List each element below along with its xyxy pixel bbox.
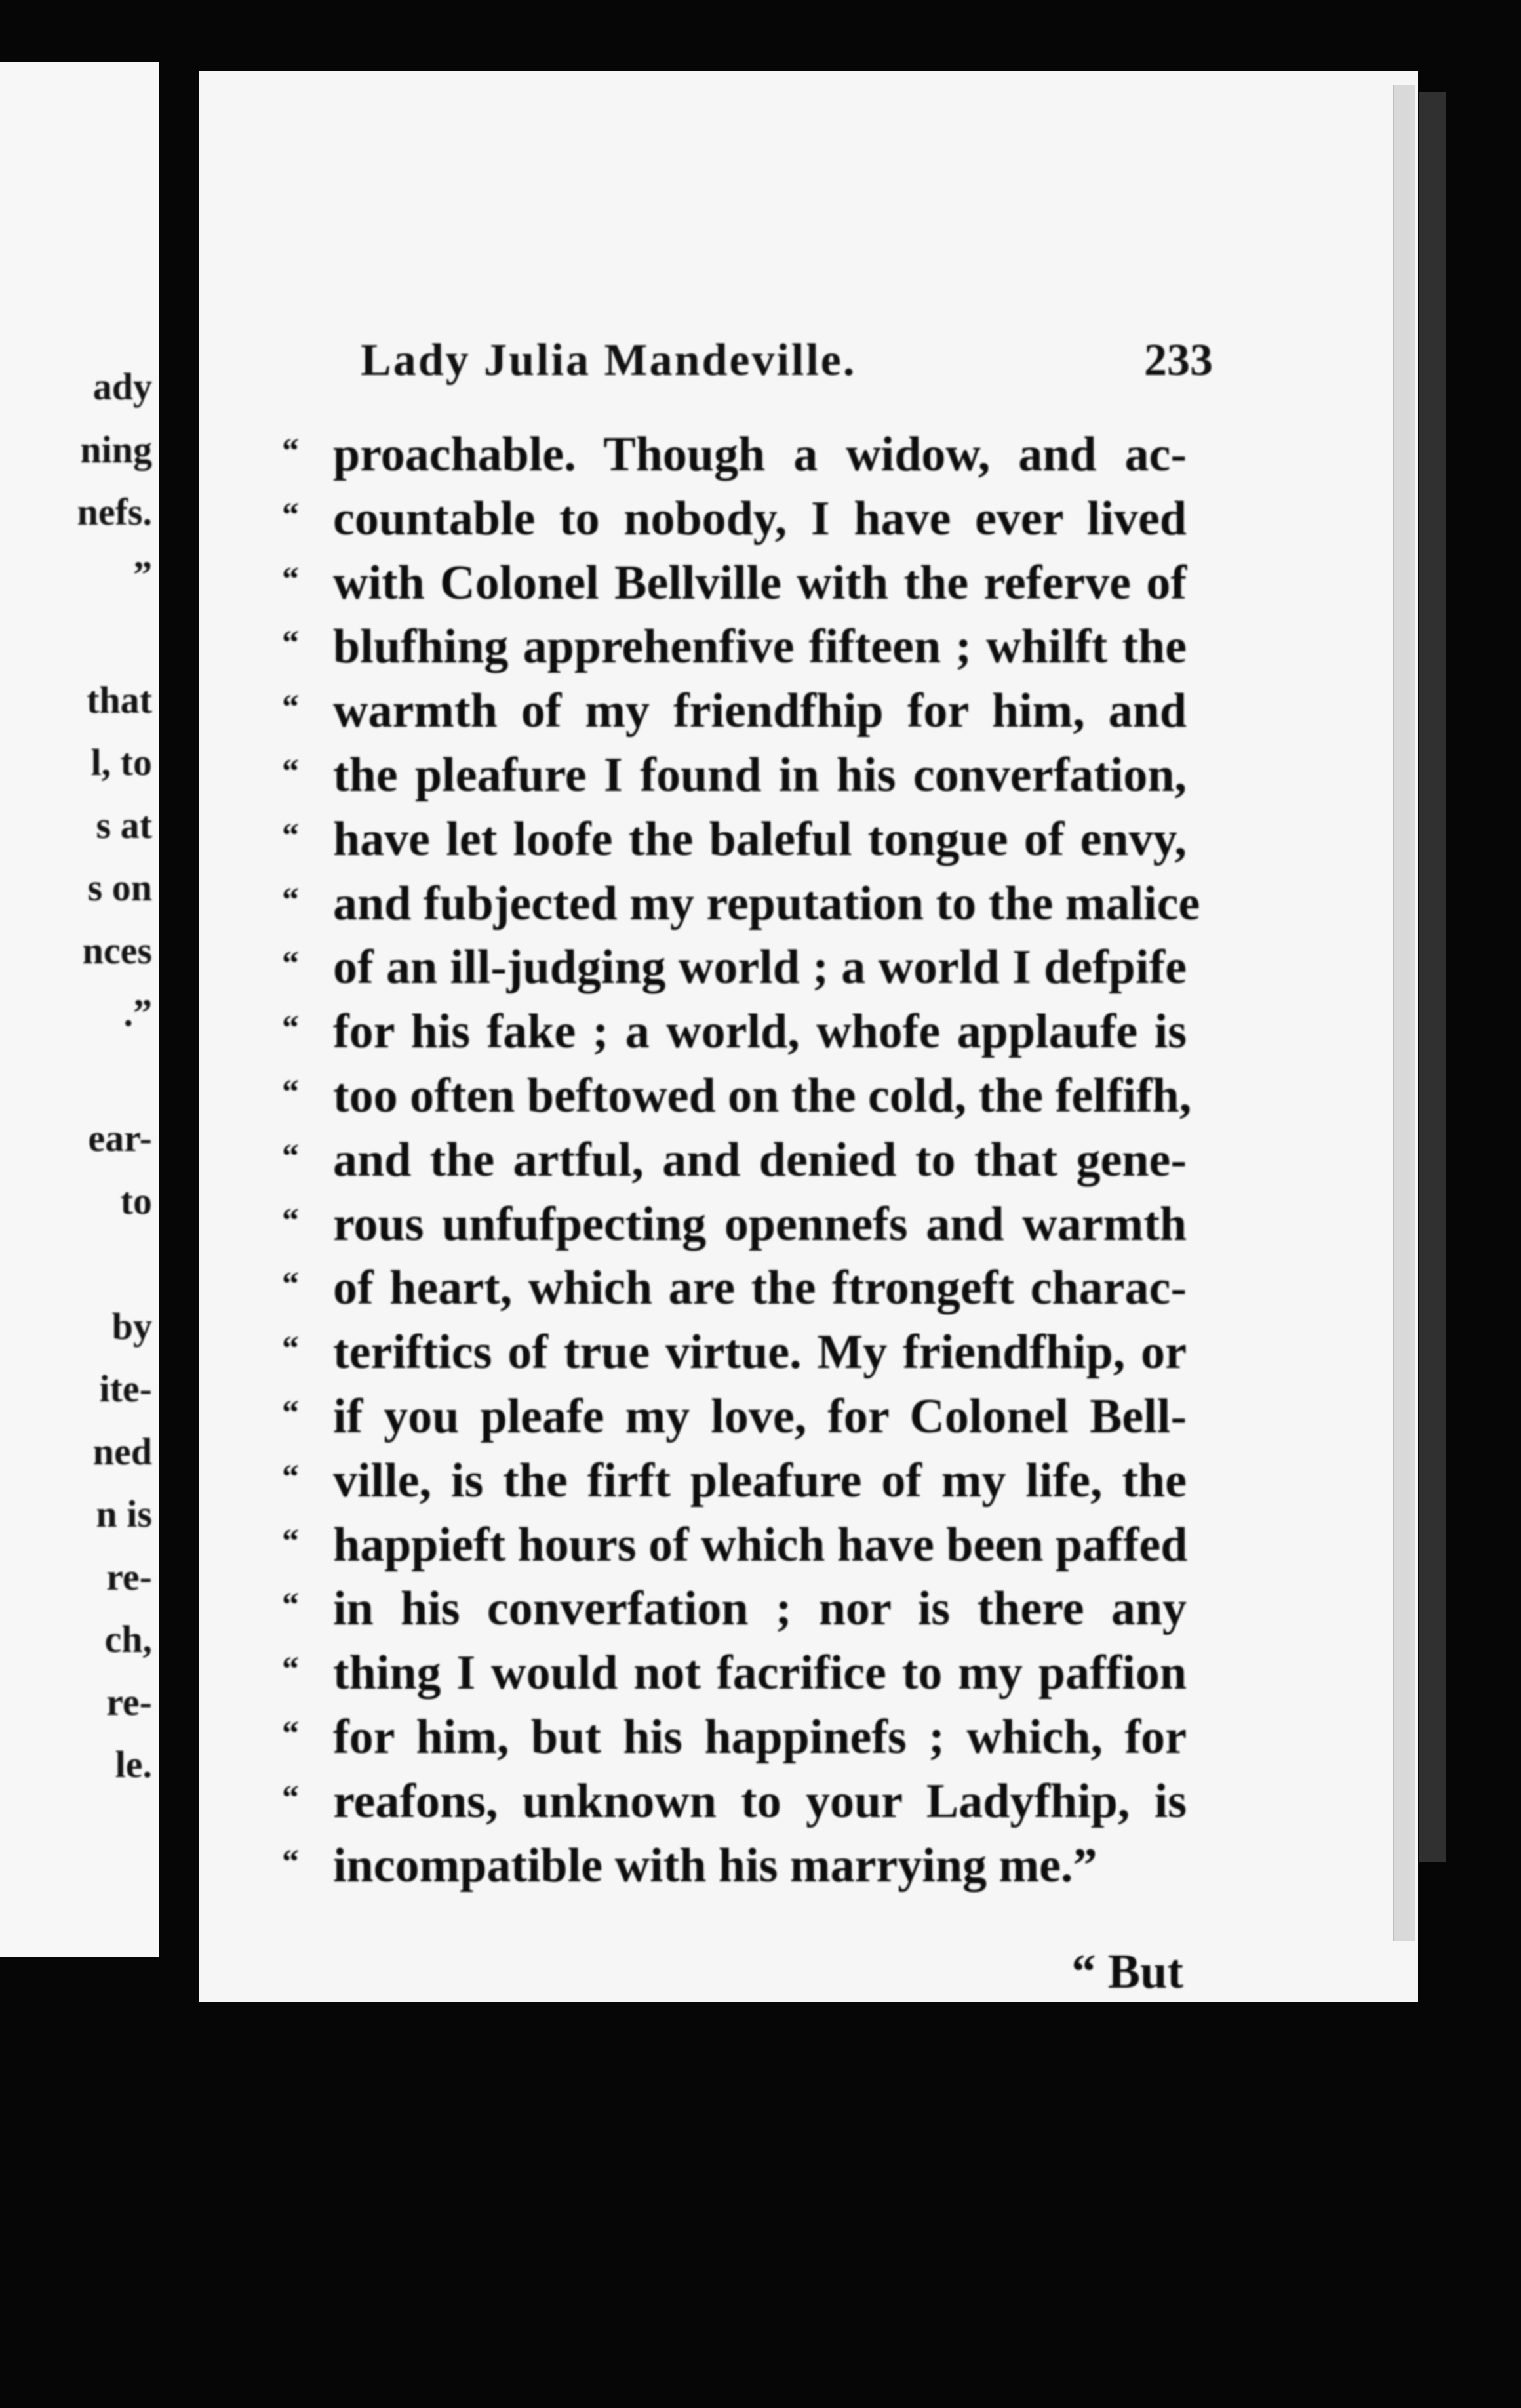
quote-mark: “ bbox=[282, 1073, 299, 1111]
quote-mark: “ bbox=[282, 1458, 299, 1496]
body-text bbox=[282, 423, 1200, 1898]
line-text: reafons, unknown to your Ladyfhip, is bbox=[333, 1774, 1187, 1828]
text-line bbox=[282, 1193, 1187, 1257]
text-line bbox=[282, 487, 1187, 552]
quote-mark: “ bbox=[282, 560, 299, 598]
text-line bbox=[282, 1321, 1187, 1385]
left-page-fragment: by bbox=[111, 1304, 152, 1348]
line-text: of an ill-judging world ; a world I defpife bbox=[333, 940, 1187, 995]
left-page-fragment: le. bbox=[115, 1743, 152, 1786]
quote-mark: “ bbox=[282, 1714, 299, 1752]
line-text: rous unfufpecting opennefs and warmth bbox=[333, 1197, 1187, 1251]
line-text: for him, but his happinefs ; which, for bbox=[333, 1710, 1187, 1764]
left-page-fragment: ned bbox=[92, 1430, 152, 1473]
quote-mark: “ bbox=[282, 816, 299, 854]
left-page-fragment: ite- bbox=[99, 1367, 152, 1410]
left-page-fragment: ady bbox=[92, 365, 152, 408]
quote-mark: “ bbox=[282, 496, 299, 534]
left-page-fragment: ear- bbox=[88, 1117, 152, 1159]
left-page-fragment: re- bbox=[106, 1555, 152, 1598]
text-line bbox=[282, 1064, 1192, 1129]
quote-mark: “ bbox=[282, 624, 299, 662]
line-text: and the artful, and denied to that gene- bbox=[333, 1133, 1187, 1187]
running-header bbox=[361, 334, 1213, 393]
text-line bbox=[282, 1834, 1187, 1898]
line-text: and fubjected my reputation to the malice bbox=[333, 876, 1200, 931]
quote-mark: “ bbox=[282, 1330, 299, 1368]
line-text: proachable. Though a widow, and ac- bbox=[333, 428, 1187, 481]
text-line bbox=[282, 808, 1187, 872]
left-page bbox=[0, 62, 159, 1957]
text-line bbox=[282, 1385, 1187, 1449]
page-edge bbox=[1393, 85, 1415, 1941]
page-number: 233 bbox=[1144, 335, 1213, 386]
text-line bbox=[282, 1514, 1187, 1578]
text-line bbox=[282, 1256, 1187, 1321]
quote-mark: “ bbox=[282, 1137, 299, 1175]
quote-mark: “ bbox=[282, 881, 299, 919]
text-line bbox=[282, 1000, 1187, 1064]
quote-mark: “ bbox=[282, 1522, 299, 1560]
text-line bbox=[282, 423, 1187, 487]
catchword: “ But bbox=[1071, 1945, 1183, 1999]
quote-mark: “ bbox=[282, 945, 299, 983]
quote-mark: “ bbox=[282, 1394, 299, 1432]
left-page-fragment: ch, bbox=[104, 1618, 152, 1660]
text-line bbox=[282, 1129, 1187, 1193]
quote-mark: “ bbox=[282, 1009, 299, 1047]
line-text: too often beftowed on the cold, the felfifh, bbox=[333, 1068, 1192, 1123]
left-page-fragment: ning bbox=[80, 428, 152, 471]
quote-mark: “ bbox=[282, 1586, 299, 1624]
quote-mark: “ bbox=[282, 1201, 299, 1239]
text-line bbox=[282, 552, 1187, 616]
text-line bbox=[282, 679, 1187, 744]
text-line bbox=[282, 615, 1187, 679]
left-page-fragment: ” bbox=[133, 553, 152, 596]
left-page-fragment: re- bbox=[106, 1680, 152, 1723]
line-text: countable to nobody, I have ever lived bbox=[333, 491, 1187, 546]
left-page-fragment: s at bbox=[96, 803, 152, 847]
line-text: incompatible with his marrying me.” bbox=[333, 1838, 1097, 1893]
quote-mark: “ bbox=[282, 1266, 299, 1304]
left-page-fragment: s on bbox=[87, 866, 152, 909]
quote-mark: “ bbox=[282, 432, 299, 470]
text-line bbox=[282, 1577, 1187, 1641]
left-page-fragment: n is bbox=[96, 1493, 152, 1535]
quote-mark: “ bbox=[282, 1778, 299, 1816]
quote-mark: “ bbox=[282, 752, 299, 790]
binding-strip bbox=[1419, 92, 1446, 1862]
text-line bbox=[282, 872, 1200, 936]
left-page-fragment: nefs. bbox=[77, 491, 152, 533]
line-text: of heart, which are the ftrongeft charac- bbox=[333, 1261, 1187, 1315]
text-line bbox=[282, 1706, 1187, 1770]
left-page-fragment: that bbox=[87, 678, 152, 721]
text-line bbox=[282, 1770, 1187, 1834]
line-text: happieft hours of which have been paffed bbox=[333, 1517, 1188, 1572]
line-text: warmth of my friendfhip for him, and bbox=[333, 684, 1187, 738]
quote-mark: “ bbox=[282, 689, 299, 727]
line-text: ville, is the firft pleafure of my life, the bbox=[333, 1453, 1187, 1508]
left-page-fragment: to bbox=[120, 1179, 152, 1222]
quote-mark: “ bbox=[282, 1843, 299, 1881]
line-text: with Colonel Bellville with the referve of bbox=[333, 555, 1187, 610]
left-page-fragment: l, to bbox=[90, 741, 152, 784]
left-page-fragment: nces bbox=[82, 929, 152, 972]
line-text: blufhing apprehenfive fifteen ; whilft the bbox=[333, 620, 1187, 674]
line-text: teriftics of true virtue. My friendfhip, or bbox=[333, 1325, 1187, 1380]
running-title: Lady Julia Mandeville. bbox=[361, 335, 857, 386]
line-text: the pleafure I found in his converfation, bbox=[333, 748, 1187, 802]
line-text: if you pleafe my love, for Colonel Bell- bbox=[333, 1389, 1187, 1443]
left-page-fragment: .” bbox=[123, 992, 152, 1034]
line-text: in his converfation ; nor is there any bbox=[333, 1582, 1187, 1636]
line-text: for his fake ; a world, whofe applaufe is bbox=[333, 1005, 1187, 1059]
line-text: thing I would not facrifice to my paffion bbox=[333, 1646, 1187, 1700]
line-text: have let loofe the baleful tongue of envy, bbox=[333, 812, 1187, 866]
text-line bbox=[282, 1641, 1187, 1706]
quote-mark: “ bbox=[282, 1651, 299, 1689]
text-line bbox=[282, 744, 1187, 808]
text-line bbox=[282, 936, 1187, 1000]
text-line bbox=[282, 1449, 1187, 1514]
